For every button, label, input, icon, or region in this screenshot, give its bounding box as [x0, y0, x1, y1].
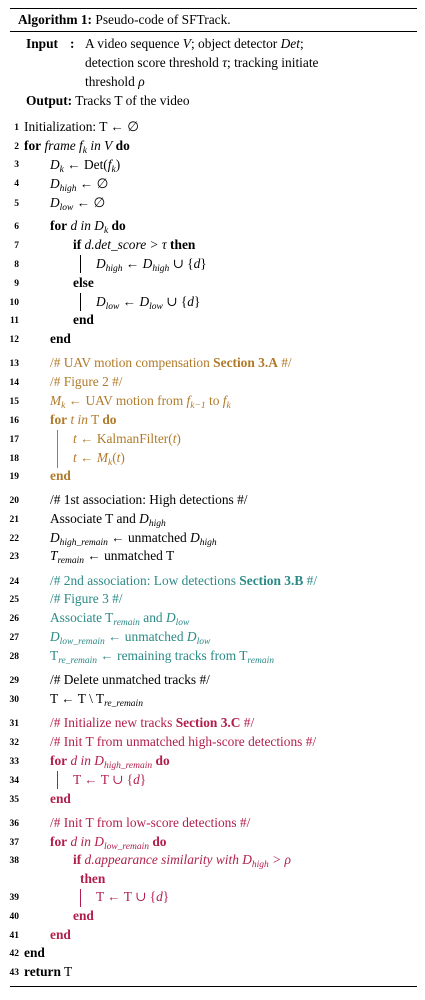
- code-line-12: end: [50, 331, 71, 346]
- line-number: 6: [14, 222, 19, 232]
- line-number: 35: [9, 795, 19, 805]
- block-bar: [57, 771, 58, 789]
- algorithm-caption: Algorithm 1: Pseudo-code of SFTrack.: [18, 12, 231, 27]
- line-number: 32: [9, 738, 19, 748]
- code-line-22: $D_{high\_remain}$ ← unmatched $D_{high}$: [50, 530, 217, 548]
- line-number: 42: [9, 949, 19, 959]
- line-number: 27: [9, 633, 19, 643]
- code-line-37: for d in $D_{low\_remain}$ do: [50, 834, 167, 852]
- line-number: 17: [9, 435, 19, 445]
- top-rule: [10, 8, 417, 9]
- code-line-25: /# Figure 3 #/: [50, 591, 123, 606]
- bottom-rule: [10, 986, 417, 987]
- block-bar: [80, 889, 81, 907]
- code-line-4: $D_{high}$ ← ∅: [50, 176, 109, 194]
- code-line-1: Initialization: T ← ∅: [24, 119, 139, 134]
- code-line-16: for t in T do: [50, 412, 117, 427]
- line-number: 9: [14, 279, 19, 289]
- input-line-3: threshold ρ: [85, 74, 145, 89]
- code-line-34: T ← T ∪ {d}: [73, 772, 147, 787]
- line-number: 31: [9, 719, 19, 729]
- line-number: 34: [9, 776, 19, 786]
- input-label: Input :: [26, 36, 75, 51]
- code-line-39: T ← T ∪ {d}: [96, 889, 170, 904]
- line-number: 15: [9, 397, 19, 407]
- code-line-36: /# Init T from low-score detections #/: [50, 815, 251, 830]
- line-number: 29: [9, 676, 19, 686]
- code-line-38-then: then: [80, 871, 106, 886]
- code-line-8: $D_{high}$ ← $D_{high}$ ∪ {d}: [96, 256, 207, 274]
- line-number: 37: [9, 838, 19, 848]
- line-number: 28: [9, 652, 19, 662]
- code-line-38: if d.appearance similarity with $D_{high} > \rho$: [73, 852, 291, 870]
- line-number: 19: [9, 472, 19, 482]
- line-number: 30: [9, 695, 19, 705]
- code-line-29: /# Delete unmatched tracks #/: [50, 672, 210, 687]
- code-line-26: Associate $T_{remain}$ and $D_{low}$: [50, 610, 190, 628]
- code-line-9: else: [73, 275, 94, 290]
- code-line-6: for d in $D_k$ do: [50, 218, 126, 236]
- line-number: 43: [9, 968, 19, 978]
- output-row: Output: Tracks T of the video: [26, 93, 190, 108]
- block-bar: [80, 255, 81, 273]
- line-number: 3: [14, 160, 19, 170]
- code-line-2: for frame $f_k$ in V do: [24, 138, 130, 156]
- line-number: 18: [9, 454, 19, 464]
- code-line-10: $D_{low}$ ← $D_{low}$ ∪ {d}: [96, 294, 201, 312]
- line-number: 20: [9, 496, 19, 506]
- line-number: 12: [9, 335, 19, 345]
- code-line-14: /# Figure 2 #/: [50, 374, 123, 389]
- code-line-40: end: [73, 908, 94, 923]
- code-line-21: Associate T and $D_{high}$: [50, 511, 166, 529]
- line-number: 21: [9, 515, 19, 525]
- line-number: 36: [9, 819, 19, 829]
- line-number: 8: [14, 260, 19, 270]
- line-number: 4: [14, 179, 19, 189]
- code-line-27: $D_{low\_remain}$ ← unmatched $D_{low}$: [50, 629, 211, 647]
- line-number: 16: [9, 416, 19, 426]
- code-line-3: $D_k$ ← $Det(f_k)$: [50, 157, 121, 175]
- code-line-33: for d in $D_{high\_remain}$ do: [50, 753, 170, 771]
- code-line-15: $M_k$ ← UAV motion from $f_{k-1}$ to $f_k$: [50, 393, 231, 411]
- code-line-20: /# 1st association: High detections #/: [50, 492, 248, 507]
- line-number: 2: [14, 142, 19, 152]
- block-bar: [57, 430, 58, 468]
- code-line-19: end: [50, 468, 71, 483]
- code-line-23: $T_{remain}$ ← unmatched T: [50, 548, 175, 566]
- line-number: 1: [14, 123, 19, 133]
- line-number: 10: [9, 298, 19, 308]
- code-line-5: $D_{low}$ ← ∅: [50, 195, 106, 213]
- input-line-2: detection score threshold τ; tracking initiate: [85, 55, 319, 70]
- caption-rule: [10, 31, 417, 32]
- line-number: 23: [9, 552, 19, 562]
- line-number: 25: [9, 595, 19, 605]
- code-line-35: end: [50, 791, 71, 806]
- line-number: 38: [9, 856, 19, 866]
- line-number: 22: [9, 534, 19, 544]
- line-number: 7: [14, 241, 19, 251]
- code-line-18: t ← $M_k(t)$: [73, 450, 125, 468]
- code-line-41: end: [50, 927, 71, 942]
- block-bar: [80, 293, 81, 311]
- code-line-42: end: [24, 945, 45, 960]
- line-number: 39: [9, 893, 19, 903]
- line-number: 41: [9, 931, 19, 941]
- code-line-43: return T: [24, 964, 73, 979]
- input-line-1: A video sequence V; object detector Det;: [85, 36, 304, 51]
- code-line-7: if d.det_score > τ then: [73, 237, 196, 252]
- code-line-11: end: [73, 312, 94, 327]
- code-line-32: /# Init T from unmatched high-score detections #/: [50, 734, 317, 749]
- line-number: 40: [9, 912, 19, 922]
- line-number: 33: [9, 757, 19, 767]
- line-number: 13: [9, 359, 19, 369]
- code-line-30: T ← T \ $T_{re\_remain}$: [50, 691, 143, 709]
- line-number: 24: [9, 577, 19, 587]
- code-line-13: /# UAV motion compensation Section 3.A #/: [50, 355, 292, 370]
- code-line-31: /# Initialize new tracks Section 3.C #/: [50, 715, 255, 730]
- code-line-24: /# 2nd association: Low detections Section 3.B #/: [50, 573, 318, 588]
- code-line-17: t ← KalmanFilter(t): [73, 431, 181, 446]
- code-line-28: $T_{re\_remain}$ ← remaining tracks from $T_{remain}$: [50, 648, 274, 666]
- line-number: 5: [14, 199, 19, 209]
- line-number: 14: [9, 378, 19, 388]
- line-number: 11: [10, 316, 19, 326]
- line-number: 26: [9, 614, 19, 624]
